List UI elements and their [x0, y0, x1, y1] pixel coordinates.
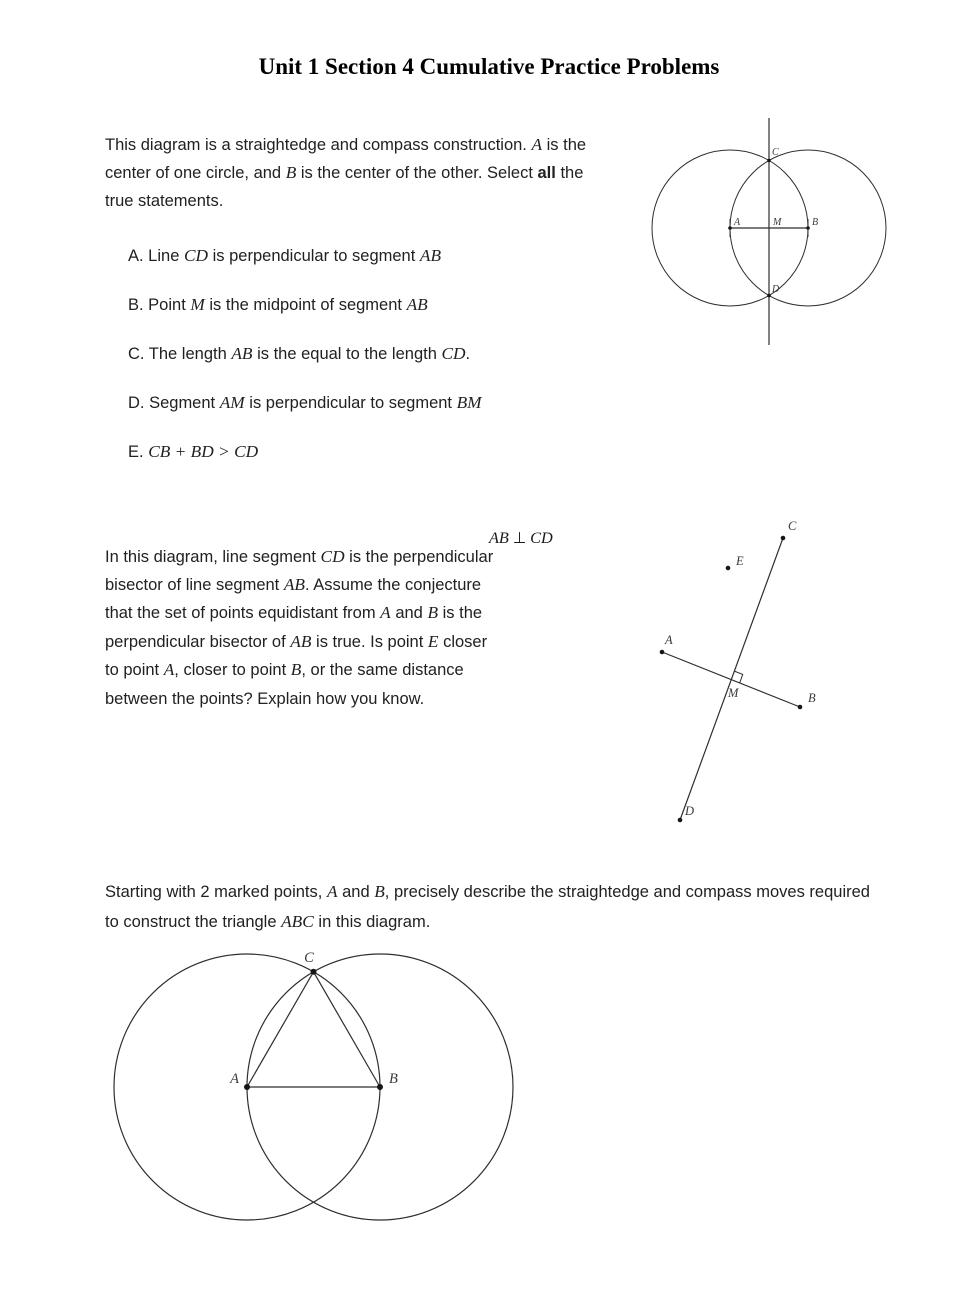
point-d [767, 294, 771, 298]
label-b: B [812, 217, 819, 228]
segment-ac [247, 972, 314, 1087]
point-b [798, 705, 803, 710]
problem2-prompt: In this diagram, line segment CD is the perpendicular bisector of line segment AB. Assume the conjecture that the set of points equidistant from A and B is the perpendicular bisector of AB is true. Is point E closer to point A, closer to point B, or the same distance between the points? Explain how you know. [105, 546, 494, 708]
label-a: A [230, 1071, 239, 1087]
problem1-options [128, 246, 482, 462]
point-d [678, 818, 683, 823]
problem1-option-a: A. Line CD is perpendicular to segment AB [128, 246, 442, 265]
diagram-triangle-construction [100, 945, 530, 1257]
label-c: C [788, 519, 797, 533]
problem1-option-c: C. The length AB is the equal to the length CD. [128, 344, 471, 363]
point-c [311, 969, 317, 975]
label-d: D [685, 804, 695, 818]
problem1-prompt: This diagram is a straightedge and compass construction. A is the center of one circle, and B is the center of the other. Select all the true statements. [105, 134, 587, 210]
label-e: E [736, 554, 744, 568]
point-a [660, 650, 665, 655]
page-title: Unit 1 Section 4 Cumulative Practice Problems [258, 54, 720, 79]
problem1-option-d: D. Segment AM is perpendicular to segment BM [128, 393, 482, 412]
point-b [806, 226, 810, 230]
point-a [728, 226, 732, 230]
label-c: C [772, 147, 779, 158]
label-c: C [304, 950, 314, 966]
diagram-two-circles-construction [610, 108, 910, 353]
label-a: A [665, 633, 673, 647]
segment-bc [314, 972, 381, 1087]
label-m: M [728, 686, 739, 700]
problem1-option-b: B. Point M is the midpoint of segment AB [128, 295, 428, 314]
problem3-prompt: Starting with 2 marked points, A and B, precisely describe the straightedge and compass moves required to construct the triangle ABC in this diagram. [105, 881, 870, 931]
point-b [377, 1084, 383, 1090]
point-a [244, 1084, 250, 1090]
point-e [726, 566, 731, 571]
segment-cd [680, 538, 783, 820]
diagram-perpendicular-bisector [640, 515, 840, 845]
point-c [767, 159, 771, 163]
label-b: B [808, 691, 816, 705]
problem2-relation-label: AB ⊥ CD [489, 529, 553, 547]
label-d: D [772, 284, 780, 295]
label-a: A [734, 217, 741, 228]
label-b: B [389, 1071, 398, 1087]
label-m: M [773, 217, 782, 228]
problem1-option-e: E. CB + BD > CD [128, 442, 259, 461]
point-c [781, 536, 786, 541]
